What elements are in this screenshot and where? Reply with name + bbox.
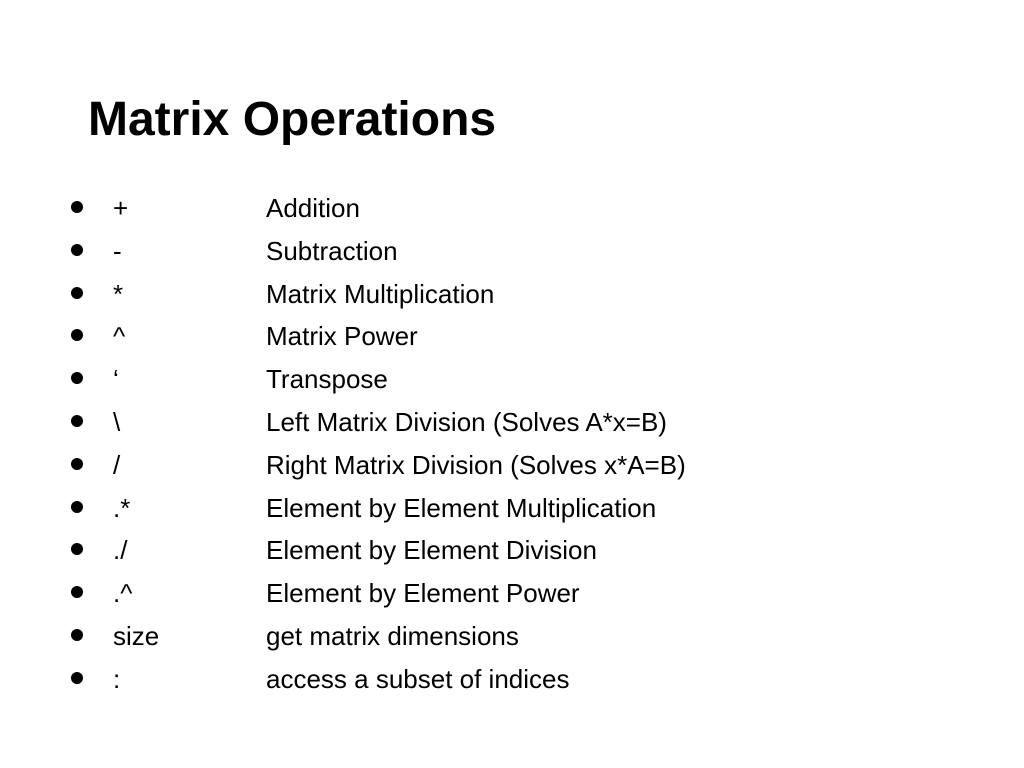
bullet-icon bbox=[71, 543, 83, 555]
operator-description: access a subset of indices bbox=[266, 663, 570, 694]
operator-description: get matrix dimensions bbox=[266, 620, 519, 651]
operator-description: Right Matrix Division (Solves x*A=B) bbox=[266, 449, 686, 480]
bullet-icon bbox=[71, 672, 83, 684]
operator-symbol: .* bbox=[113, 492, 131, 523]
bullet-icon bbox=[71, 415, 83, 427]
operator-symbol: .^ bbox=[113, 578, 133, 609]
operator-symbol: / bbox=[113, 449, 121, 480]
bullet-icon bbox=[71, 458, 83, 470]
bullet-icon bbox=[71, 201, 83, 213]
operator-description: Left Matrix Division (Solves A*x=B) bbox=[266, 406, 667, 437]
bullet-icon bbox=[71, 629, 83, 641]
operator-symbol: + bbox=[113, 193, 129, 223]
bullet-icon bbox=[71, 329, 83, 341]
bullet-icon bbox=[71, 586, 83, 598]
operator-description: Addition bbox=[266, 193, 360, 223]
bullet-icon bbox=[71, 372, 83, 384]
operator-description: Transpose bbox=[266, 364, 388, 395]
operator-description: Matrix Power bbox=[266, 321, 418, 352]
operator-symbol: size bbox=[113, 620, 160, 651]
bullet-icon bbox=[71, 501, 83, 513]
operator-description: Subtraction bbox=[266, 235, 398, 266]
operator-description: Element by Element Division bbox=[266, 535, 597, 566]
operator-symbol: - bbox=[113, 235, 122, 266]
operator-description: Matrix Multiplication bbox=[266, 278, 495, 309]
operator-symbol: ./ bbox=[113, 535, 128, 566]
bullet-icon bbox=[71, 287, 83, 299]
bullet-icon bbox=[71, 244, 83, 256]
operator-symbol: : bbox=[113, 663, 121, 694]
operator-description: Element by Element Power bbox=[266, 578, 580, 609]
operator-symbol: \ bbox=[113, 406, 121, 437]
operator-description: Element by Element Multiplication bbox=[266, 492, 657, 523]
operator-symbol: ^ bbox=[113, 321, 126, 352]
operator-symbol: * bbox=[113, 278, 124, 309]
slide-title: Matrix Operations bbox=[88, 93, 497, 146]
operator-symbol: ‘ bbox=[113, 364, 119, 395]
